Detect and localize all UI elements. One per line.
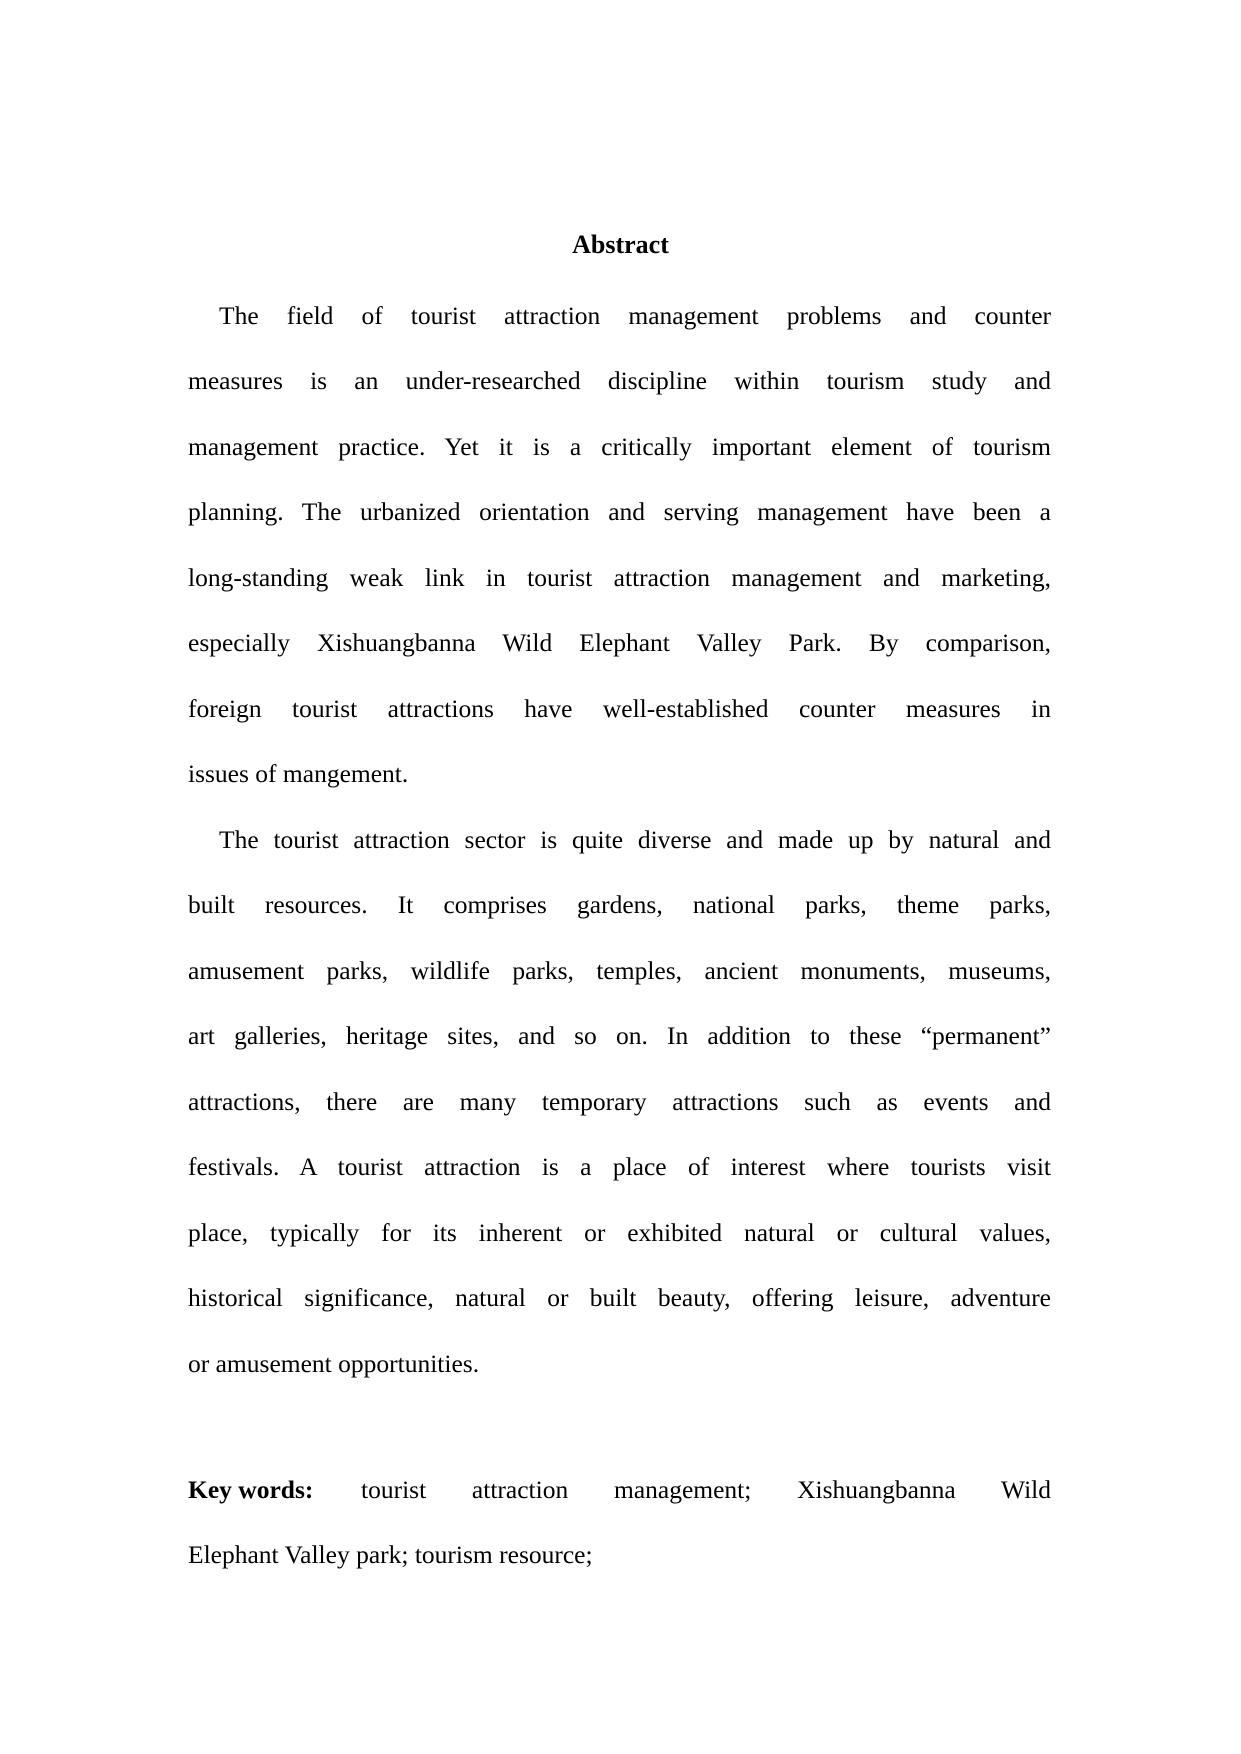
paragraph-line: management practice. Yet it is a critically important element of tourism [188, 432, 1051, 461]
paragraph-line: attractions, there are many temporary attractions such as events and [188, 1087, 1051, 1116]
paragraph-line: foreign tourist attractions have well-established counter measures in [188, 694, 1051, 723]
paragraph-line: historical significance, natural or built beauty, offering leisure, adventure [188, 1283, 1051, 1312]
paragraph-line: measures is an under-researched discipline within tourism study and [188, 366, 1051, 395]
paragraph-line: amusement parks, wildlife parks, temples, ancient monuments, museums, [188, 956, 1051, 985]
paragraph-line: built resources. It comprises gardens, national parks, theme parks, [188, 890, 1051, 919]
paragraph-line: festivals. A tourist attraction is a place of interest where tourists visit [188, 1152, 1051, 1181]
keywords-line-1 [188, 1475, 1051, 1505]
paragraph-line: issues of mangement. [188, 759, 409, 788]
keywords-label: Key words: [188, 1475, 314, 1504]
paragraph-line: long-standing weak link in tourist attraction management and marketing, [188, 563, 1051, 592]
abstract-title: Abstract [572, 230, 669, 259]
paragraph-line: The field of tourist attraction management problems and counter [219, 301, 1051, 330]
keywords-text: tourist attraction management; Xishuangbanna Wild [361, 1475, 1051, 1504]
paragraph-line: art galleries, heritage sites, and so on. In addition to these “permanent” [188, 1021, 1051, 1050]
paragraph-line: or amusement opportunities. [188, 1349, 480, 1378]
paragraph-line: place, typically for its inherent or exhibited natural or cultural values, [188, 1218, 1051, 1247]
paragraph-line: especially Xishuangbanna Wild Elephant Valley Park. By comparison, [188, 628, 1051, 657]
keywords-line-2: Elephant Valley park; tourism resource; [188, 1540, 593, 1569]
paragraph-line: The tourist attraction sector is quite diverse and made up by natural and [219, 825, 1051, 854]
paragraph-line: planning. The urbanized orientation and serving management have been a [188, 497, 1051, 526]
